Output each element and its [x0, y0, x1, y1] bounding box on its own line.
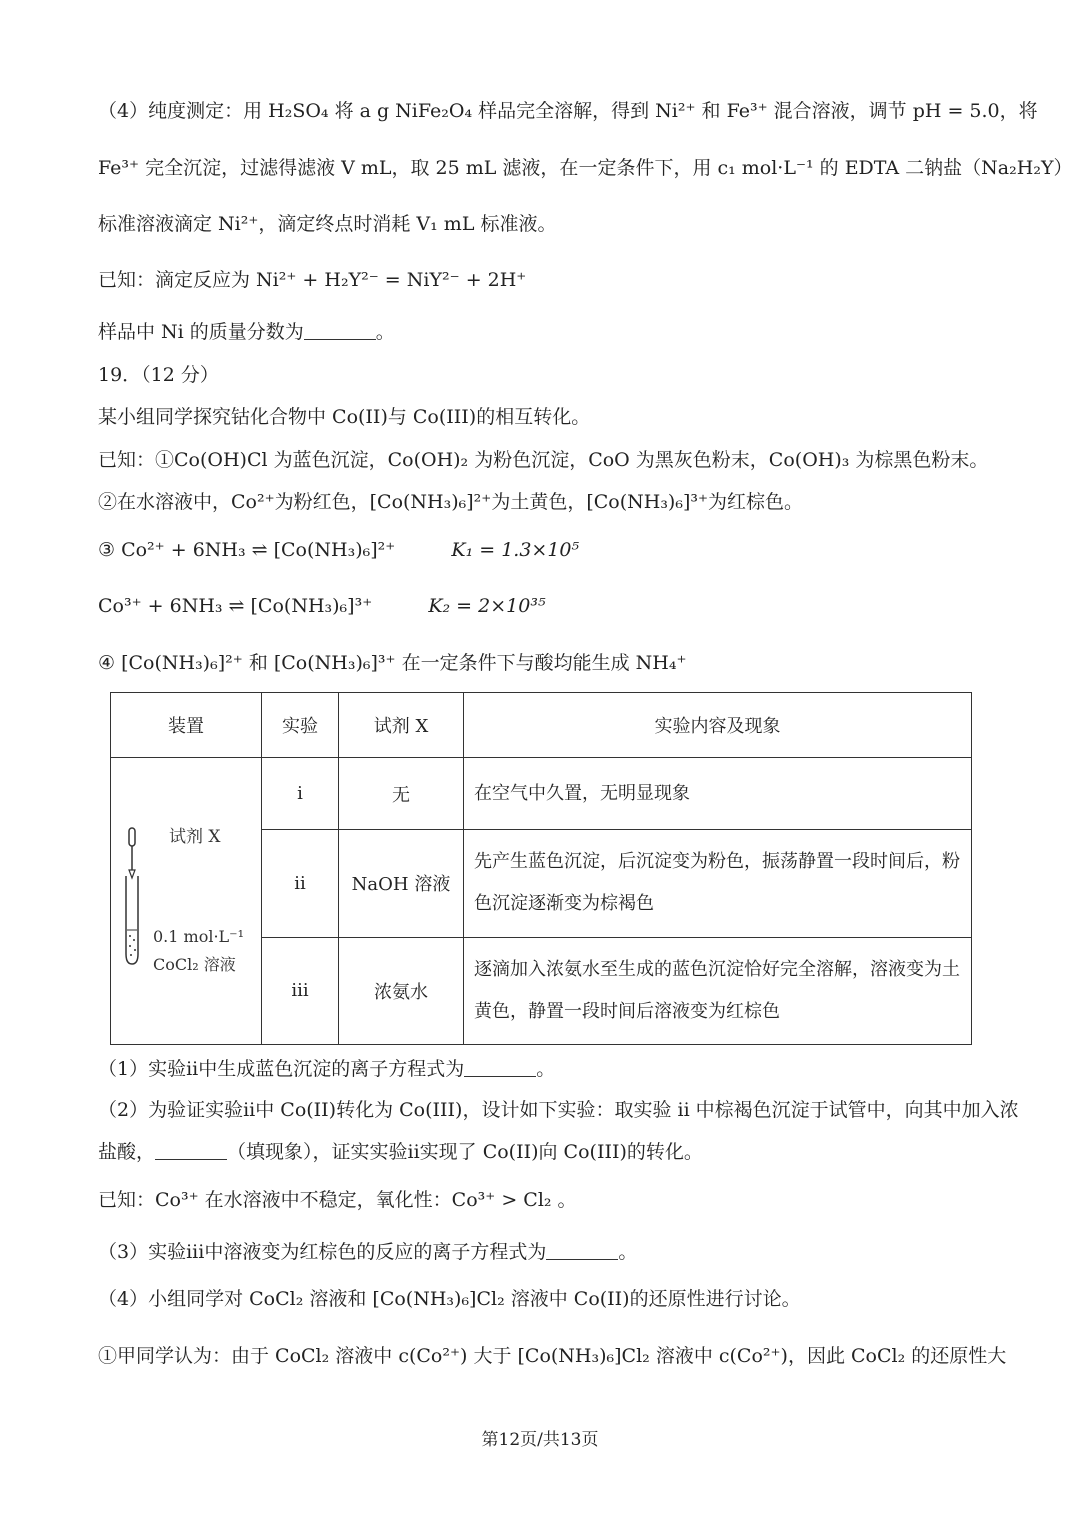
header-experiment: 实验	[262, 693, 339, 758]
q18-part4-line2: Fe³⁺ 完全沉淀，过滤得滤液 V mL，取 25 mL 滤液，在一定条件下，用 c₁ mol·L⁻¹ 的 EDTA 二钠盐（Na₂H₂Y）	[98, 157, 1073, 179]
experiment-table	[110, 692, 972, 1045]
q18-part4-line1: （4）纯度测定：用 H₂SO₄ 将 a g NiFe₂O₄ 样品完全溶解，得到 Ni²⁺ 和 Fe³⁺ 混合溶液，调节 pH = 5.0，将	[98, 100, 1038, 122]
part1-end: 。	[536, 1058, 556, 1080]
q19-part2-line2	[98, 1138, 703, 1166]
q19-part2-known: 已知：Co³⁺ 在水溶液中不稳定，氧化性：Co³⁺ > Cl₂ 。	[98, 1189, 577, 1211]
q19-part4: （4）小组同学对 CoCl₂ 溶液和 [Co(NH₃)₆]Cl₂ 溶液中 Co(II)的还原性进行讨论。	[98, 1288, 801, 1310]
answer-blank[interactable]	[155, 1141, 227, 1160]
row3-phenomenon: 逐滴加入浓氨水至生成的蓝色沉淀恰好完全溶解，溶液变为土黄色，静置一段时间后溶液变为红棕色	[464, 937, 972, 1044]
equilibrium-eq-2: Co³⁺ + 6NH₃ ⇌ [Co(NH₃)₆]³⁺	[98, 595, 373, 617]
row3-experiment: iii	[262, 937, 339, 1044]
equilibrium-k2: K₂ = 2×10³⁵	[428, 595, 546, 617]
q19-part1	[98, 1055, 555, 1083]
q19-header: 19．（12 分）	[98, 364, 219, 386]
q19-known-2: ②在水溶液中，Co²⁺为粉红色，[Co(NH₃)₆]²⁺为土黄色，[Co(NH₃)₆]³⁺为红棕色。	[98, 491, 804, 513]
equilibrium-k1: K₁ = 1.3×10⁵	[451, 539, 580, 561]
answer-blank[interactable]	[304, 321, 376, 340]
part1-text: （1）实验ii中生成蓝色沉淀的离子方程式为	[98, 1058, 465, 1080]
q18-part4-question	[98, 318, 395, 346]
answer-blank[interactable]	[464, 1058, 536, 1077]
table-row	[111, 758, 972, 830]
q19-known-1: 已知：①Co(OH)Cl 为蓝色沉淀，Co(OH)₂ 为粉色沉淀，CoO 为黑灰色粉末，Co(OH)₃ 为棕黑色粉末。	[98, 449, 989, 471]
apparatus-label-concentration: 0.1 mol·L⁻¹	[153, 927, 245, 946]
part3-text: （3）实验iii中溶液变为红棕色的反应的离子方程式为	[98, 1241, 547, 1263]
q18-part4-known: 已知：滴定反应为 Ni²⁺ + H₂Y²⁻ = NiY²⁻ + 2H⁺	[98, 269, 527, 291]
q19-known-3a	[98, 536, 579, 564]
apparatus-label-reagent: 试剂 X	[169, 827, 221, 847]
header-reagent: 试剂 X	[339, 693, 464, 758]
q19-intro: 某小组同学探究钴化合物中 Co(II)与 Co(III)的相互转化。	[98, 406, 591, 428]
row2-phenomenon: 先产生蓝色沉淀，后沉淀变为粉色，振荡静置一段时间后，粉色沉淀逐渐变为棕褐色	[464, 830, 972, 937]
table-header-row	[111, 693, 972, 758]
page-footer: 第12页/共13页	[481, 1430, 599, 1450]
answer-blank[interactable]	[546, 1241, 618, 1260]
test-tube-icon	[126, 876, 138, 964]
row3-reagent: 浓氨水	[339, 937, 464, 1044]
q19-known-3b	[98, 592, 546, 620]
row2-experiment: ii	[262, 830, 339, 937]
apparatus-label-solution: CoCl₂ 溶液	[153, 955, 236, 974]
q19-part3	[98, 1238, 637, 1266]
q19-known-4: ④ [Co(NH₃)₆]²⁺ 和 [Co(NH₃)₆]³⁺ 在一定条件下与酸均能生成 NH₄⁺	[98, 652, 687, 674]
q18-question-end: 。	[375, 321, 395, 343]
part2-text-b: （填现象），证实实验ii实现了 Co(II)向 Co(III)的转化。	[227, 1141, 703, 1163]
test-tube-diagram	[111, 758, 261, 1044]
row1-experiment: i	[262, 758, 339, 830]
header-phenomenon: 实验内容及现象	[464, 693, 972, 758]
equilibrium-eq-1: ③ Co²⁺ + 6NH₃ ⇌ [Co(NH₃)₆]²⁺	[98, 539, 396, 561]
part3-end: 。	[618, 1241, 638, 1263]
dropper-icon	[129, 828, 135, 878]
row1-reagent: 无	[339, 758, 464, 830]
apparatus-cell	[111, 758, 262, 1045]
q19-part2-line1: （2）为验证实验ii中 Co(II)转化为 Co(III)，设计如下实验：取实验 ii 中棕褐色沉淀于试管中，向其中加入浓	[98, 1099, 1019, 1121]
q18-question-text: 样品中 Ni 的质量分数为	[98, 321, 304, 343]
q19-part4-sub1: ①甲同学认为：由于 CoCl₂ 溶液中 c(Co²⁺) 大于 [Co(NH₃)₆]Cl₂ 溶液中 c(Co²⁺)，因此 CoCl₂ 的还原性大	[98, 1345, 1007, 1367]
header-apparatus: 装置	[111, 693, 262, 758]
part2-text-a: 盐酸，	[98, 1141, 156, 1163]
row1-phenomenon: 在空气中久置，无明显现象	[464, 758, 972, 830]
q18-part4-line3: 标准溶液滴定 Ni²⁺，滴定终点时消耗 V₁ mL 标准液。	[98, 213, 557, 235]
row2-reagent: NaOH 溶液	[339, 830, 464, 937]
